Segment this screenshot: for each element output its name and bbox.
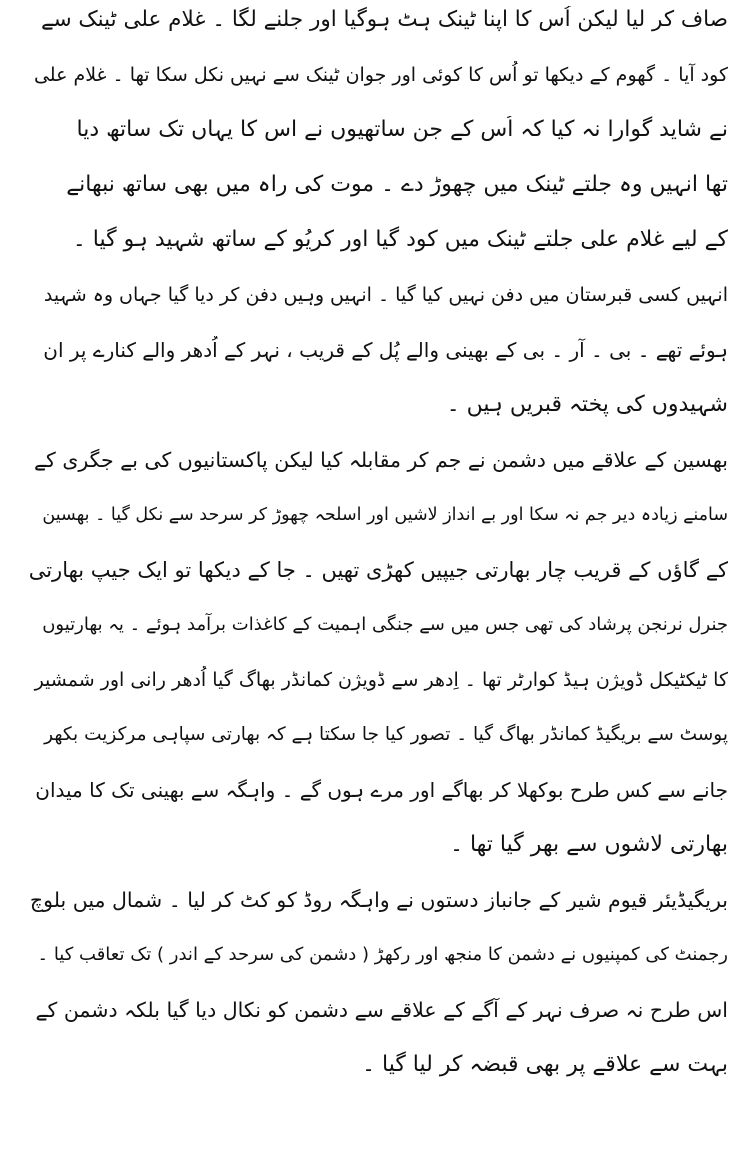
- text-line: بھارتی لاشوں سے بھر گیا تھا ۔: [450, 832, 728, 857]
- text-line: ہوئے تھے ۔ بی ۔ آر ۔ بی کے بھینی والے پُل کے قریب ، نہر کے اُدھر والے کنارے پر ان: [43, 338, 728, 362]
- text-line: جانے سے کس طرح بوکھلا کر بھاگے اور مرے ہوں گے ۔ واہگہ سے بھینی تک کا میدان: [35, 778, 728, 802]
- text-line: کے گاؤں کے قریب چار بھارتی جیپیں کھڑی تھیں ۔ جا کے دیکھا تو ایک جیپ بھارتی: [28, 558, 728, 582]
- text-line: بہت سے علاقے پر بھی قبضہ کر لیا گیا ۔: [362, 1052, 728, 1077]
- text-line: بریگیڈیئر قیوم شیر کے جانباز دستوں نے واہگہ روڈ کو کٹ کر لیا ۔ شمال میں بلوچ: [29, 888, 728, 912]
- text-column: [28, 6, 728, 1106]
- text-line: شہیدوں کی پختہ قبریں ہیں ۔: [446, 392, 728, 417]
- text-line: نے شاید گوارا نہ کیا کہ اُس کے جن ساتھیوں نے اس کا یہاں تک ساتھ دیا: [76, 117, 728, 142]
- text-line: کود آیا ۔ گھوم کے دیکھا تو اُس کا کوئی اور جوان ٹینک سے نہیں نکل سکا تھا ۔ غلام علی: [33, 64, 728, 86]
- text-line: پوسٹ سے بریگیڈ کمانڈر بھاگ گیا ۔ تصور کیا جا سکتا ہے کہ بھارتی سپاہی مرکزیت بکھر: [44, 724, 728, 745]
- text-line: انہیں کسی قبرستان میں دفن نہیں کیا گیا ۔ انہیں وہیں دفن کر دیا گیا جہاں وہ شہید: [43, 284, 728, 306]
- text-line: بھسین کے علاقے میں دشمن نے جم کر مقابلہ کیا لیکن پاکستانیوں کی بے جگری کے: [34, 448, 728, 472]
- text-line: اس طرح نہ صرف نہر کے آگے کے علاقے سے دشمن کو نکال دیا گیا بلکہ دشمن کے: [35, 998, 728, 1022]
- text-line: سامنے زیادہ دیر جم نہ سکا اور بے انداز لاشیں اور اسلحہ چھوڑ کر سرحد سے نکل گیا ۔ بھسین: [42, 505, 728, 525]
- text-line: رجمنٹ کی کمپنیوں نے دشمن کا منجھ اور رکھڑ ( دشمن کی سرحد کے اندر ) تک تعاقب کیا ۔: [37, 944, 728, 965]
- text-line: کا ٹیکٹیکل ڈویژن ہیڈ کوارٹر تھا ۔ اِدھر سے ڈویژن کمانڈر بھاگ گیا اُدھر رانی اور شمشیر: [34, 669, 728, 691]
- text-line: تھا انہیں وہ جلتے ٹینک میں چھوڑ دے ۔ موت کی راہ میں بھی ساتھ نبھانے: [66, 172, 728, 197]
- paragraph-2: [28, 281, 728, 419]
- paragraph-4: [28, 886, 728, 1079]
- text-line: کے لیے غلام علی جلتے ٹینک میں کود گیا اور کریُو کے ساتھ شہید ہو گیا ۔: [72, 227, 728, 252]
- text-line: جنرل نرنجن پرشاد کی تھی جس میں سے جنگی اہمیت کے کاغذات برآمد ہوئے ۔ یہ بھارتیوں: [42, 614, 728, 635]
- paragraph-1: [28, 6, 728, 254]
- paragraph-3: [28, 446, 728, 859]
- text-line: صاف کر لیا لیکن اُس کا اپنا ٹینک ہٹ ہوگیا اور جلنے لگا ۔ غلام علی ٹینک سے: [40, 7, 728, 32]
